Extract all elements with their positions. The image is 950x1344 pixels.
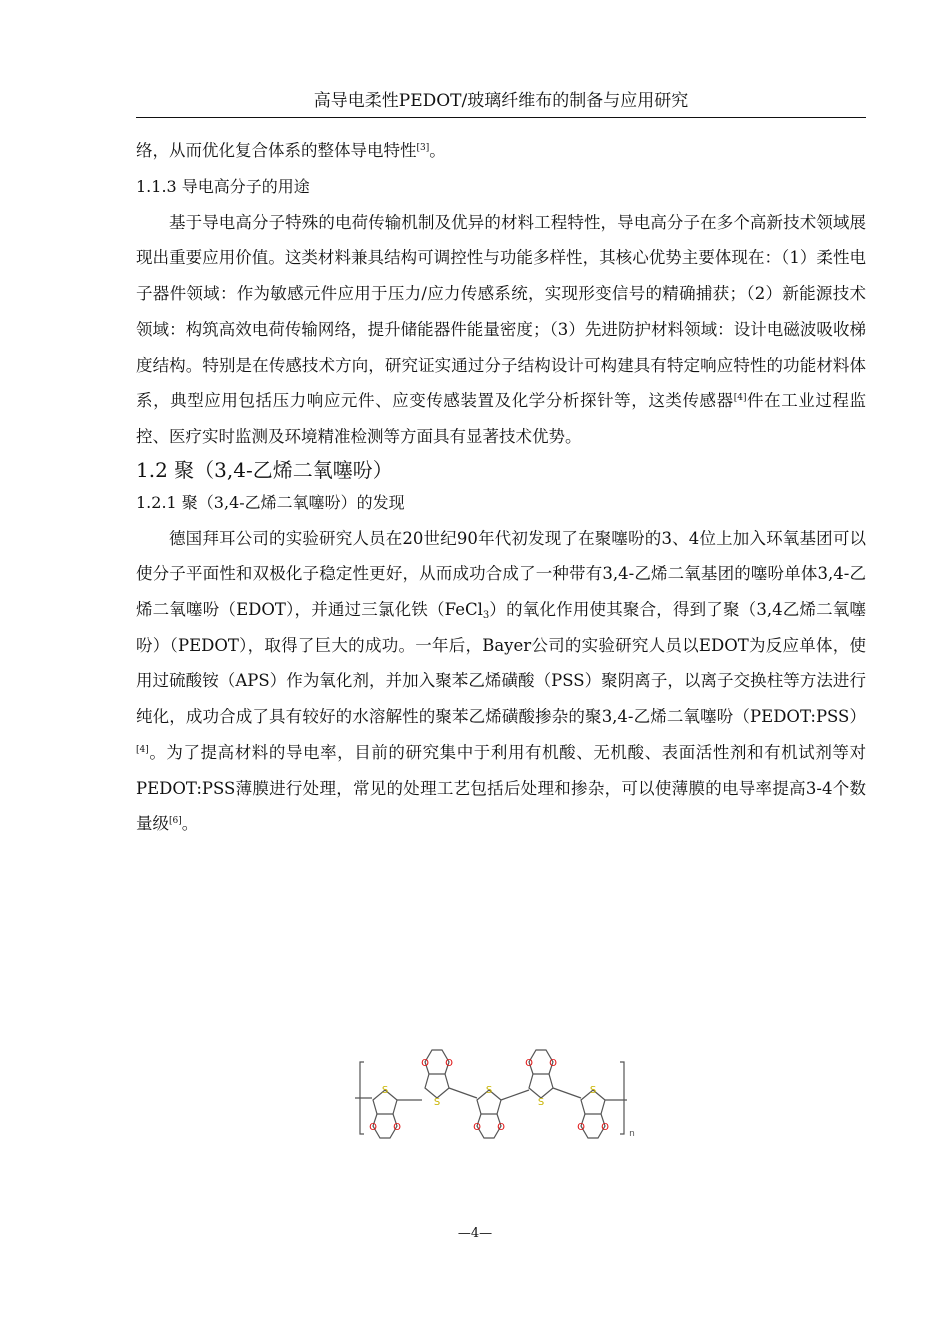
thiophene-ring [425,1074,449,1098]
bond [501,1090,529,1100]
oxygen-atom-label: O [601,1122,609,1133]
pedot-structure-figure [352,1028,642,1158]
section-heading-1-2-1: 1.2.1 聚（3,4-乙烯二氧噻吩）的发现 [136,492,405,512]
running-header: 高导电柔性PEDOT/玻璃纤维布的制备与应用研究 [313,91,689,111]
sulfur-atom-label: S [381,1085,389,1096]
thiophene-ring [529,1074,553,1098]
oxygen-atom-label: O [525,1058,533,1069]
oxygen-atom-label: O [473,1122,481,1133]
paragraph-text: 基于导电高分子特殊的电荷传输机制及优异的材料工程特性，导电高分子在多个高新技术领域展现出重要应用价值。这类材料兼具结构可调控性与功能多样性，其核心优势主要体现在：（1）柔性电子器件领域：作为敏感元件应用于压力/应力传感系统，实现形变信号的精确捕获；（2）新能源技术领域：构筑高效电荷传输网络，提升储能器件能量密度；（3）先进防护材料领域：设计电磁波吸收梯度结构。特别是在传感技术方向，研究证实通过分子结构设计可构建具有特定响应特性的功能材料体系，典型应用包括压力响应元件、应变传感装置及化学分析探针等，这类传感器 [136,212,866,411]
page-content [136,133,866,842]
oxygen-atom-label: O [497,1122,505,1133]
sulfur-atom-label: S [589,1085,597,1096]
paragraph-uses [136,205,866,455]
header-divider [136,117,866,118]
citation: [3] [416,143,430,153]
bond [449,1088,477,1098]
bond [553,1088,581,1098]
oxygen-atom-label: O [369,1122,377,1133]
sulfur-atom-label: S [537,1097,545,1108]
paragraph-text: 络，从而优化复合体系的整体导电特性 [136,141,417,160]
paragraph-text-end: 件在工业过程监控、医疗实时监测及环境精准检测等方面具有显著技术优势。 [136,391,867,446]
oxygen-atom-label: O [577,1122,585,1133]
oxygen-atom-label: O [393,1122,401,1133]
oxygen-atom-label: O [445,1058,453,1069]
citation: [4] [136,744,149,755]
continuation-paragraph [136,133,866,169]
page-number: —4— [457,1226,493,1241]
paragraph-text-end: 。 [429,141,446,160]
paragraph-text: 。为了提高材料的导电率，目前的研究集中于利用有机酸、无机酸、表面活性剂和有机试剂等对PEDOT:PSS薄膜进行处理，常见的处理工艺包括后处理和掺杂，可以使薄膜的电导率提高3-4个数量级 [136,742,866,834]
sulfur-atom-label: S [485,1085,493,1096]
oxygen-atom-label: O [421,1058,429,1069]
sulfur-atom-label: S [433,1097,441,1108]
paragraph-text: 德国拜耳公司的实验研究人员在20世纪90年代初发现了在聚噻吩的3、4位上加入环氧基团可以使分子平面性和双极化子稳定性更好，从而成功合成了一种带有3,4-乙烯二氧基团的噻吩单体3,4-乙烯二氧噻吩（EDOT），并通过三氯化铁（FeCl [136,528,866,620]
citation: [6] [169,816,182,827]
section-heading-1-2: 1.2 聚（3,4-乙烯二氧噻吩） [136,457,393,482]
paragraph-text-end: 。 [181,814,199,834]
oxygen-atom-label: O [549,1058,557,1069]
right-bracket [620,1062,624,1134]
citation: [4] [733,393,747,404]
section-heading-1-1-3: 1.1.3 导电高分子的用途 [136,176,310,196]
repeat-unit-n: n [629,1129,635,1139]
paragraph-text: ）的氧化作用使其聚合，得到了聚（3,4乙烯二氧噻吩）（PEDOT），取得了巨大的成功。一年后，Bayer公司的实验研究人员以EDOT为反应单体，使用过硫酸铵（APS）作为氧化剂，并加入聚苯乙烯磺酸（PSS）聚阴离子，以离子交换柱等方法进行纯化，成功合成了具有较好的水溶解性的聚苯乙烯磺酸掺杂的聚3,4-乙烯二氧噻吩（PEDOT:PSS） [136,600,866,727]
subscript: 3 [482,610,490,622]
paragraph-discovery [136,521,866,842]
